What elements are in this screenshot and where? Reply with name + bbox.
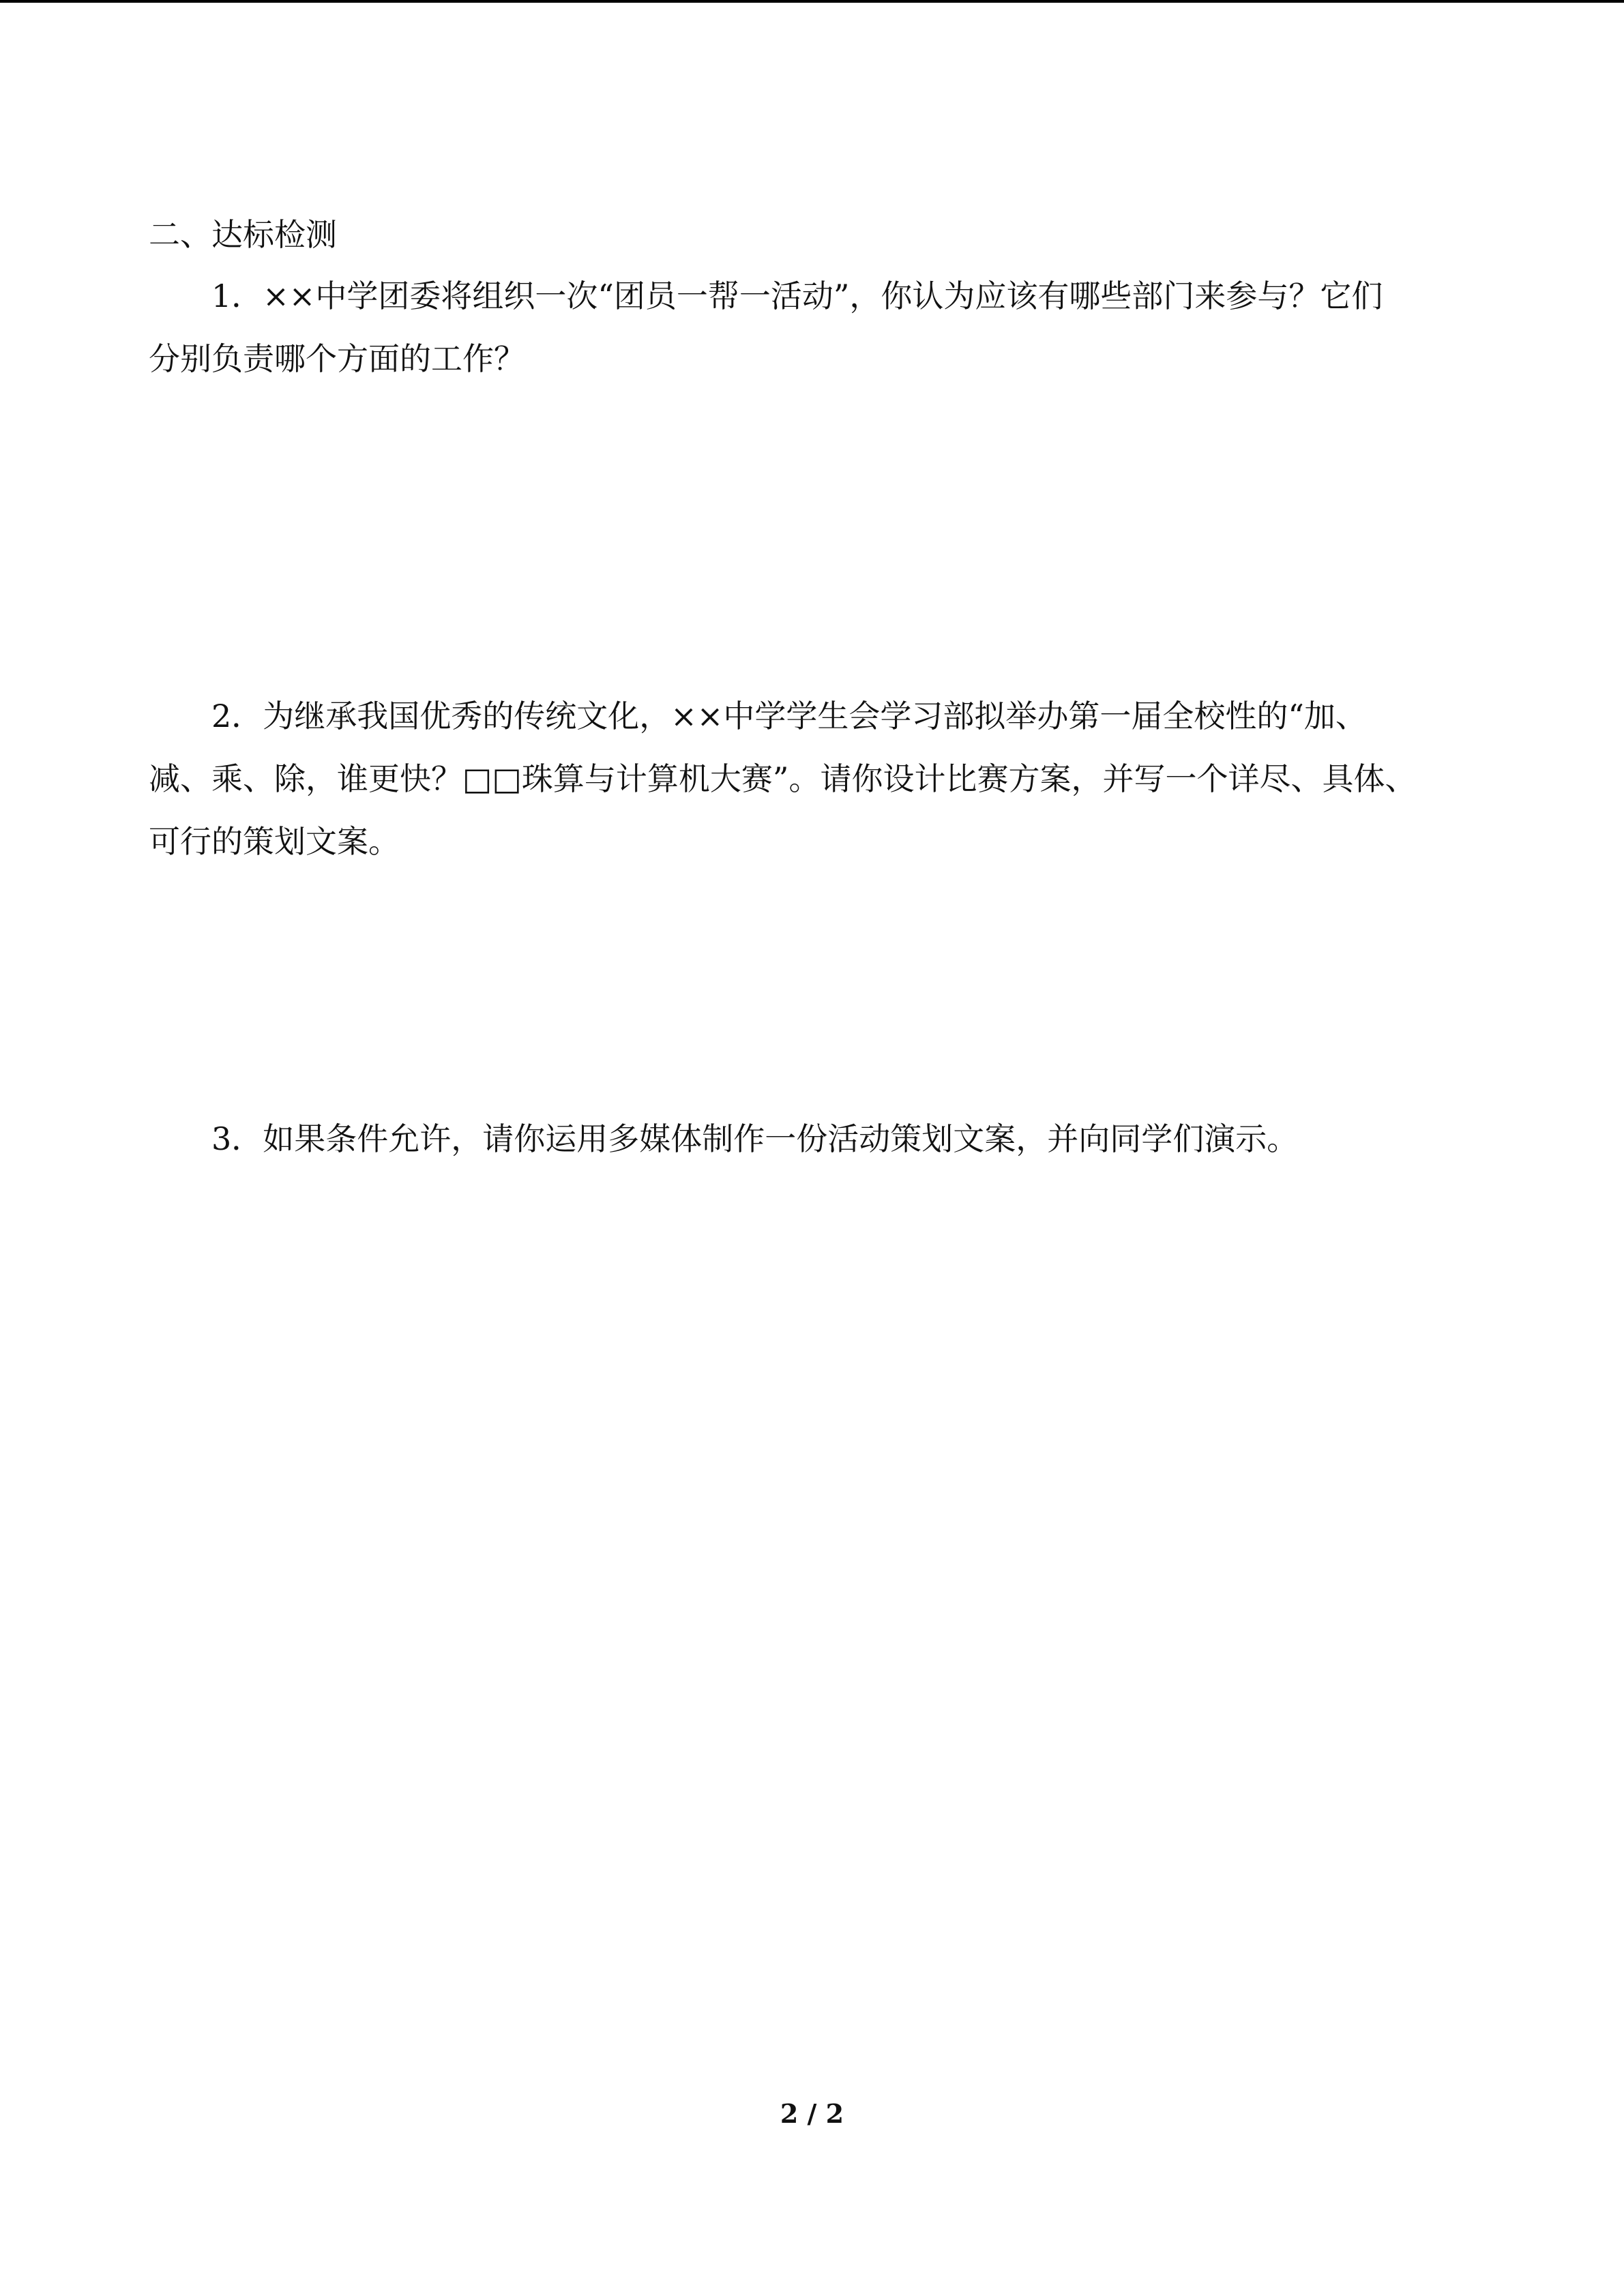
question-2-line-3: 可行的策划文案。 — [149, 823, 400, 860]
question-3-line-1: 3．如果条件允许，请你运用多媒体制作一份活动策划文案，并向同学们演示。 — [211, 1120, 1299, 1157]
question-1-line-1: 1．××中学团委将组织一次“团员一帮一活动”，你认为应该有哪些部门来参与？它们 — [211, 278, 1383, 314]
page-number: 2 / 2 — [780, 2098, 844, 2129]
question-1-line-2: 分别负责哪个方面的工作？ — [149, 340, 525, 377]
top-border-line — [0, 0, 1624, 3]
question-1 — [149, 265, 1465, 390]
question-2-line-1: 2．为继承我国优秀的传统文化，××中学学生会学习部拟举办第一届全校性的“加、 — [211, 698, 1367, 734]
question-2 — [149, 685, 1465, 873]
question-3 — [149, 1107, 1465, 1170]
question-2-line-2: 减、乘、除，谁更快？□□珠算与计算机大赛”。请你设计比赛方案，并写一个详尽、具体、 — [149, 760, 1417, 797]
section-heading: 二、达标检测 — [149, 216, 337, 253]
